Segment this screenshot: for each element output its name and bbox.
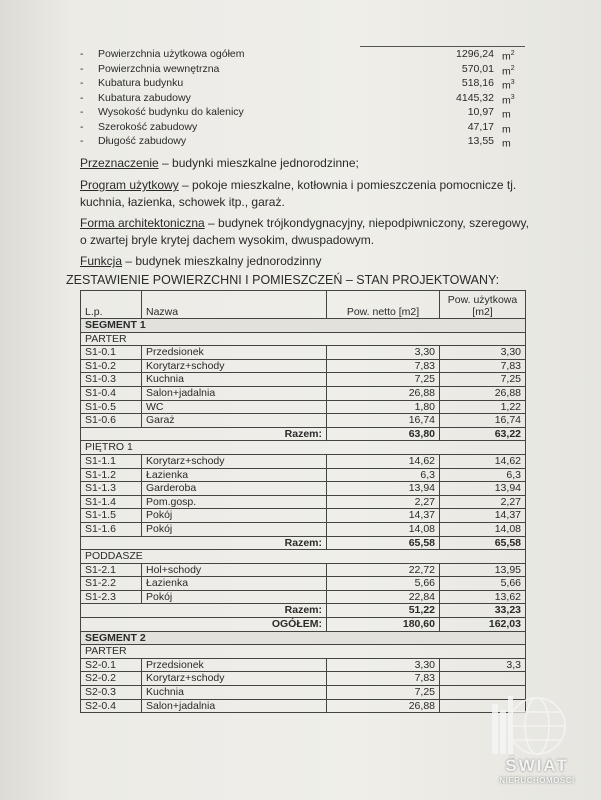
- cell-name: Garaż: [142, 414, 327, 428]
- cell-uzytkowa: 14,62: [440, 454, 526, 468]
- spec-label: Powierzchnia użytkowa ogółem: [98, 48, 245, 60]
- cell-uzytkowa: 13,62: [440, 590, 526, 604]
- sum-netto: 63,80: [327, 427, 440, 441]
- cell-name: Korytarz+schody: [142, 359, 327, 373]
- cell-lp: S1-0.2: [81, 359, 142, 373]
- cell-name: Pokój: [142, 509, 327, 523]
- cell-netto: 3,30: [327, 346, 440, 360]
- cell-name: Kuchnia: [142, 686, 327, 700]
- cell-netto: 26,88: [327, 699, 440, 713]
- cell-name: Łazienka: [142, 468, 327, 482]
- cell-lp: S1-1.4: [81, 495, 142, 509]
- spec-unit: m: [502, 108, 511, 121]
- term-funkcja: Funkcja: [80, 254, 123, 268]
- cell-name: Przedsionek: [142, 658, 327, 672]
- segment-row: [81, 319, 526, 333]
- cell-lp: S1-1.6: [81, 522, 142, 536]
- spec-row: [80, 62, 530, 77]
- table-row: [81, 346, 526, 360]
- cell-name: Salon+jadalnia: [142, 699, 327, 713]
- header-uzytkowa-line1: Pow. użytkowa: [447, 294, 518, 306]
- cell-name: Łazienka: [142, 577, 327, 591]
- table-row: [81, 672, 526, 686]
- cell-uzytkowa: 2,27: [440, 495, 526, 509]
- term-program: Program użytkowy: [80, 178, 179, 192]
- cell-name: WC: [142, 400, 327, 414]
- table-row: [81, 359, 526, 373]
- table-row: [81, 400, 526, 414]
- para-program: [80, 177, 532, 211]
- cell-lp: S2-0.3: [81, 686, 142, 700]
- cell-name: Kuchnia: [142, 373, 327, 387]
- cell-name: Hol+schody: [142, 563, 327, 577]
- table-header-row: [81, 291, 526, 319]
- table-title: ZESTAWIENIE POWIERZCHNI I POMIESZCZEŃ – STAN PROJEKTOWANY:: [66, 273, 500, 287]
- floor-row: [81, 645, 526, 659]
- term-przeznaczenie: Przeznaczenie: [80, 156, 159, 170]
- bullet-icon: -: [80, 91, 84, 104]
- spec-value: 13,55: [467, 135, 494, 147]
- cell-uzytkowa: [440, 672, 526, 686]
- cell-name: Garderoba: [142, 482, 327, 496]
- spec-unit: $m^3$: [502, 79, 515, 92]
- cell-netto: 14,62: [327, 454, 440, 468]
- cell-uzytkowa: 3,3: [440, 658, 526, 672]
- cell-uzytkowa: 7,83: [440, 359, 526, 373]
- cell-netto: 7,83: [327, 359, 440, 373]
- table-row: [81, 386, 526, 400]
- cell-lp: S2-0.1: [81, 658, 142, 672]
- spec-value: 4145,32: [456, 91, 494, 104]
- spec-row: [80, 91, 530, 106]
- floor-row: [81, 550, 526, 564]
- cell-netto: 5,66: [327, 577, 440, 591]
- cell-uzytkowa: 3,30: [440, 346, 526, 360]
- cell-lp: S1-1.5: [81, 509, 142, 523]
- cell-name: Przedsionek: [142, 346, 327, 360]
- spec-value: 518,16: [461, 77, 494, 89]
- cell-netto: 7,83: [327, 672, 440, 686]
- sum-netto: 51,22: [327, 604, 440, 618]
- table-row: [81, 373, 526, 387]
- spec-value: 570,01: [461, 62, 494, 75]
- swiat-nieruchomosci-logo: [478, 688, 596, 796]
- bullet-icon: -: [80, 62, 84, 75]
- header-uzytkowa-line2: [m2]: [472, 306, 493, 318]
- spec-label: Długość zabudowy: [98, 135, 187, 147]
- cell-lp: S1-1.1: [81, 454, 142, 468]
- floor-label: PIĘTRO 1: [81, 441, 526, 455]
- table-row: [81, 563, 526, 577]
- sum-row: [81, 427, 526, 441]
- spec-label: Kubatura budynku: [98, 77, 184, 89]
- floor-label: PARTER: [81, 332, 526, 346]
- floor-row: [81, 332, 526, 346]
- cell-lp: S1-0.5: [81, 400, 142, 414]
- cell-netto: 7,25: [327, 686, 440, 700]
- logo-brand-sub: NIERUCHOMOŚCI: [499, 776, 575, 785]
- spec-label: Powierzchnia wewnętrzna: [98, 62, 220, 75]
- spec-label: Szerokość zabudowy: [98, 120, 198, 133]
- text-program: – pokoje mieszkalne, kotłownia i pomieszczenia pomocnicze tj. kuchnia, łazienka, schowek itp., garaż.: [80, 178, 517, 209]
- cell-netto: 22,72: [327, 563, 440, 577]
- sum-row: [81, 536, 526, 550]
- table-row: [81, 454, 526, 468]
- table-row: [81, 509, 526, 523]
- table-row: [81, 686, 526, 700]
- table-row: [81, 468, 526, 482]
- table-row: [81, 699, 526, 713]
- segment-label: SEGMENT 2: [81, 631, 526, 645]
- specs-list: [80, 47, 530, 149]
- cell-lp: S2-0.4: [81, 699, 142, 713]
- floor-label: PARTER: [81, 645, 526, 659]
- bullet-icon: -: [80, 77, 84, 89]
- sum-uzytkowa: 33,23: [440, 604, 526, 618]
- cell-uzytkowa: 13,94: [440, 482, 526, 496]
- cell-name: Salon+jadalnia: [142, 386, 327, 400]
- header-name: Nazwa: [142, 291, 327, 319]
- cell-lp: S1-0.4: [81, 386, 142, 400]
- sum-netto: 65,58: [327, 536, 440, 550]
- table-row: [81, 590, 526, 604]
- table-row: [81, 495, 526, 509]
- cell-name: Pokój: [142, 522, 327, 536]
- cell-netto: 3,30: [327, 658, 440, 672]
- bullet-icon: -: [80, 135, 84, 147]
- cell-name: Pokój: [142, 590, 327, 604]
- term-forma: Forma architektoniczna: [80, 216, 205, 230]
- table-row: [81, 577, 526, 591]
- para-forma: [80, 215, 532, 249]
- header-lp: L.p.: [81, 291, 142, 319]
- cell-uzytkowa: 5,66: [440, 577, 526, 591]
- text-funkcja: – budynek mieszkalny jednorodzinny: [122, 254, 322, 268]
- spec-row: [80, 134, 530, 149]
- cell-lp: S1-2.1: [81, 563, 142, 577]
- sum-uzytkowa: 65,58: [440, 536, 526, 550]
- cell-lp: S1-0.3: [81, 373, 142, 387]
- cell-uzytkowa: 7,25: [440, 373, 526, 387]
- bullet-icon: -: [80, 120, 84, 133]
- cell-lp: S1-2.2: [81, 577, 142, 591]
- bullet-icon: -: [80, 48, 84, 60]
- segment-label: SEGMENT 1: [81, 319, 526, 333]
- spec-label: Kubatura zabudowy: [98, 91, 191, 104]
- cell-netto: 16,74: [327, 414, 440, 428]
- sum-label: Razem:: [81, 536, 327, 550]
- text-przeznaczenie: – budynki mieszkalne jednorodzinne;: [158, 156, 359, 170]
- cell-uzytkowa: 26,88: [440, 386, 526, 400]
- cell-name: Pom.gosp.: [142, 495, 327, 509]
- spec-row: [80, 120, 530, 135]
- globe-building-icon: [478, 688, 596, 758]
- sum-uzytkowa: 162,03: [440, 618, 526, 632]
- bullet-icon: -: [80, 106, 84, 118]
- cell-name: Korytarz+schody: [142, 454, 327, 468]
- cell-lp: S1-1.2: [81, 468, 142, 482]
- cell-uzytkowa: 6,3: [440, 468, 526, 482]
- header-uzytkowa: [440, 291, 526, 319]
- cell-uzytkowa: 14,08: [440, 522, 526, 536]
- sum-row: [81, 618, 526, 632]
- floor-label: PODDASZE: [81, 550, 526, 564]
- spec-value: 47,17: [467, 120, 494, 133]
- cell-lp: S1-2.3: [81, 590, 142, 604]
- table-row: [81, 414, 526, 428]
- spec-value: 10,97: [467, 106, 494, 118]
- spec-row: [80, 105, 530, 120]
- cell-netto: 26,88: [327, 386, 440, 400]
- cell-lp: S1-0.1: [81, 346, 142, 360]
- cell-netto: 14,08: [327, 522, 440, 536]
- spec-label: Wysokość budynku do kalenicy: [98, 106, 244, 118]
- sum-uzytkowa: 63,22: [440, 427, 526, 441]
- logo-brand: ŚWIAT: [505, 756, 569, 775]
- para-funkcja: [80, 253, 532, 270]
- table-row: [81, 658, 526, 672]
- spec-row: [80, 76, 530, 91]
- cell-lp: S1-1.3: [81, 482, 142, 496]
- cell-uzytkowa: 13,95: [440, 563, 526, 577]
- cell-uzytkowa: 1,22: [440, 400, 526, 414]
- spec-value: 1296,24: [456, 48, 494, 60]
- para-przeznaczenie: [80, 155, 532, 172]
- spec-unit: $m^3$: [502, 93, 515, 106]
- segment-row: [81, 631, 526, 645]
- cell-lp: S1-0.6: [81, 414, 142, 428]
- cell-netto: 22,84: [327, 590, 440, 604]
- sum-label: Razem:: [81, 604, 327, 618]
- cell-uzytkowa: 16,74: [440, 414, 526, 428]
- text-forma: – budynek trójkondygnacyjny, niepodpiwniczony, szeregowy, o zwartej bryle krytej dachem wysokim, dwuspadowym.: [80, 216, 529, 247]
- spec-unit: m: [502, 123, 511, 135]
- spec-unit: $m^2$: [502, 50, 515, 63]
- spec-row: [80, 47, 530, 62]
- cell-name: Korytarz+schody: [142, 672, 327, 686]
- cell-netto: 6,3: [327, 468, 440, 482]
- cell-netto: 14,37: [327, 509, 440, 523]
- sum-label: Razem:: [81, 427, 327, 441]
- table-row: [81, 482, 526, 496]
- sum-netto: 180,60: [327, 618, 440, 632]
- cell-netto: 2,27: [327, 495, 440, 509]
- spec-unit: m: [502, 137, 511, 150]
- cell-netto: 13,94: [327, 482, 440, 496]
- cell-uzytkowa: 14,37: [440, 509, 526, 523]
- table-row: [81, 522, 526, 536]
- cell-netto: 1,80: [327, 400, 440, 414]
- sum-label: OGÓŁEM:: [81, 618, 327, 632]
- header-netto: Pow. netto [m2]: [327, 291, 440, 319]
- floor-row: [81, 441, 526, 455]
- sum-row: [81, 604, 526, 618]
- spec-unit: $m^2$: [502, 64, 515, 77]
- cell-lp: S2-0.2: [81, 672, 142, 686]
- cell-netto: 7,25: [327, 373, 440, 387]
- rooms-table: [80, 290, 526, 713]
